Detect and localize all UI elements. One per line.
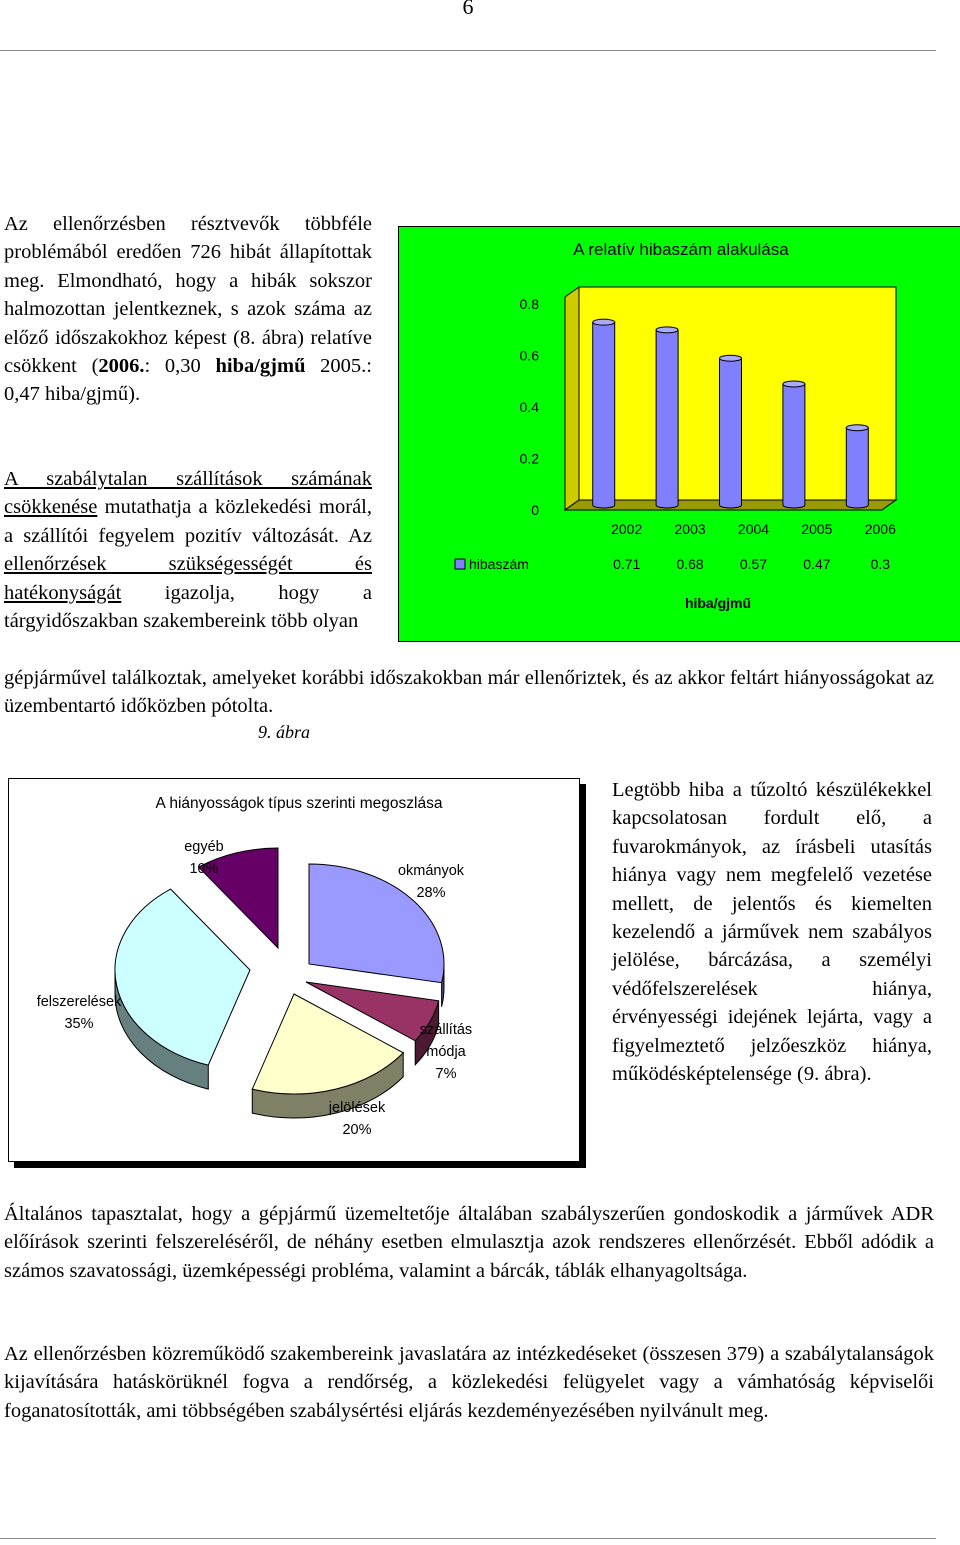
- bar-chart-relative-error: [398, 226, 960, 642]
- x-category-label: 2002: [611, 521, 643, 537]
- paragraph-error-count: [4, 210, 372, 409]
- page-number: 6: [462, 0, 474, 19]
- bar-top: [783, 381, 805, 387]
- data-table-value: 0.3: [870, 556, 891, 572]
- data-table-value: 0.47: [803, 556, 831, 572]
- x-category-label: 2005: [801, 521, 833, 537]
- pie-slice-value-label: 7%: [435, 1066, 457, 1082]
- pie-slice-name-label: felszerelések: [36, 994, 122, 1010]
- bar-top: [720, 355, 742, 361]
- pie-slice-value-label: 35%: [64, 1016, 94, 1032]
- x-category-label: 2006: [864, 521, 896, 537]
- pie-slice-value-label: 20%: [342, 1122, 372, 1138]
- bar-chart-ytick-label: 0.4: [519, 399, 539, 415]
- pie-slice-name-label: szállítás: [419, 1022, 473, 1038]
- bar-chart-title: A relatív hibaszám alakulása: [573, 240, 789, 259]
- paragraph-irregular-transport-cont: gépjárművel találkoztak, amelyeket korábbi időszakokban már ellenőriztek, és az akkor feltárt hiányosságokat az üzembentartó időközben pótolta.: [4, 667, 934, 718]
- data-table-value: 0.68: [676, 556, 704, 572]
- pie-slice: [309, 864, 444, 983]
- pie-chart-plot: [37, 839, 473, 1138]
- bar-chart-ytick-label: 0: [531, 502, 539, 518]
- data-table-value: 0.57: [739, 556, 768, 572]
- figure-caption-9: 9. ábra: [258, 722, 311, 742]
- bar-top: [846, 425, 868, 431]
- bar: [783, 384, 805, 508]
- bar-chart-x-axis-title: hiba/gjmű: [684, 595, 752, 611]
- legend-swatch-hibaszam: [455, 559, 465, 569]
- p1-value: : 0,30: [144, 355, 216, 378]
- pie-slice-name-label: okmányok: [397, 863, 465, 879]
- x-category-label: 2003: [674, 521, 706, 537]
- bar-top: [593, 319, 615, 325]
- p2-underlined-2: ellenőrzések szükségességét és hatékonyságát: [4, 553, 372, 604]
- bar-top: [656, 327, 678, 333]
- paragraph-measures: Az ellenőrzésben közreműködő szakembereink javaslatára az intézkedéseket (összesen 379) a szabálytalanságok kijavítására hatáskörüknél fogva a rendőrség, a közlekedési felügyelet vagy a vámhatóság képviselői foganatosították, ami többségében szabálysértési eljárás kezdeményezésében nyilvánult meg.: [4, 1343, 934, 1422]
- p1-year: 2006.: [98, 355, 145, 378]
- pie-chart-deficiencies: [8, 778, 590, 1170]
- bar-chart-svg: [399, 227, 960, 641]
- header-rule: [0, 50, 936, 51]
- x-category-label: 2004: [737, 521, 770, 537]
- pie-chart-svg: [9, 779, 579, 1161]
- pie-slice-name-label: egyéb: [184, 839, 224, 855]
- bar-chart-ytick-label: 0.2: [519, 450, 539, 467]
- p1-text: Az ellenőrzésben résztvevők többféle problémából eredően 726 hibát állapítottak meg. Elmondható, hogy a hibák sokszor halmozottan jelentkeznek, s azok száma az előző időszakokhoz képest (8. ábra) relatíve csökkent (: [4, 213, 372, 378]
- bar: [720, 358, 742, 508]
- pie-chart-frame: [8, 778, 580, 1162]
- footer-rule: [0, 1538, 936, 1539]
- bar: [656, 330, 678, 508]
- paragraph-irregular-transport: [4, 465, 372, 635]
- pie-slice-value-label: 28%: [416, 885, 446, 901]
- p2-text-2: igazolja, hogy a tárgyidőszakban szakembereink több olyan: [4, 581, 372, 633]
- pie-slice-name-label: módja: [426, 1044, 466, 1060]
- p1-unit: hiba/gjmű: [215, 355, 306, 378]
- p2-underlined-1: A szabálytalan szállítások számának csökkenése: [4, 468, 372, 519]
- p2-text-1: mutathatja a közlekedési morál, a szállítói fegyelem pozitív változását. Az: [4, 496, 372, 547]
- bar: [846, 428, 868, 508]
- paragraph-general-experience: Általános tapasztalat, hogy a gépjármű üzemeltetője általában szabályszerűen gondoskodik a járművek ADR előírások szerinti felszereléséről, de néhány esetben elmulasztja azok rendszeres ellenőrzését. Ebből adódik a számos szavatossági, üzemképességi probléma, valamint a bárcák, táblák elhanyagoltsága.: [4, 1203, 934, 1282]
- bar-chart-ytick-label: 0.6: [519, 347, 539, 364]
- paragraph-most-errors: Legtöbb hiba a tűzoltó készülékekkel kapcsolatosan fordult elő, a fuvarokmányok, az írásbeli utasítás hiánya vagy nem megfelelő vezetése mellett, de jelentős és kiemelten kezelendő a járművek nem szabályos jelölése, bárcázása, a személyi védőfelszerelések hiánya, érvényességi idejének lejárta, vagy a figyelmeztető jelzőeszköz hiánya, működésképtelensége (9. ábra).: [612, 779, 932, 1086]
- pie-slice-name-label: jelölések: [328, 1100, 386, 1116]
- bar-chart-plot: [455, 287, 896, 611]
- bar-chart-side-wall: [565, 287, 579, 510]
- data-table-value: 0.71: [613, 556, 641, 572]
- p1-tail: 2005.: 0,47 hiba/gjmű).: [4, 355, 372, 406]
- bar: [593, 322, 615, 508]
- data-table-series-name: hibaszám: [469, 556, 529, 572]
- pie-slice-value-label: 10%: [189, 861, 219, 877]
- pie-chart-title: A hiányosságok típus szerinti megoszlása: [155, 795, 443, 812]
- bar-chart-ytick-label: 0.8: [519, 296, 539, 312]
